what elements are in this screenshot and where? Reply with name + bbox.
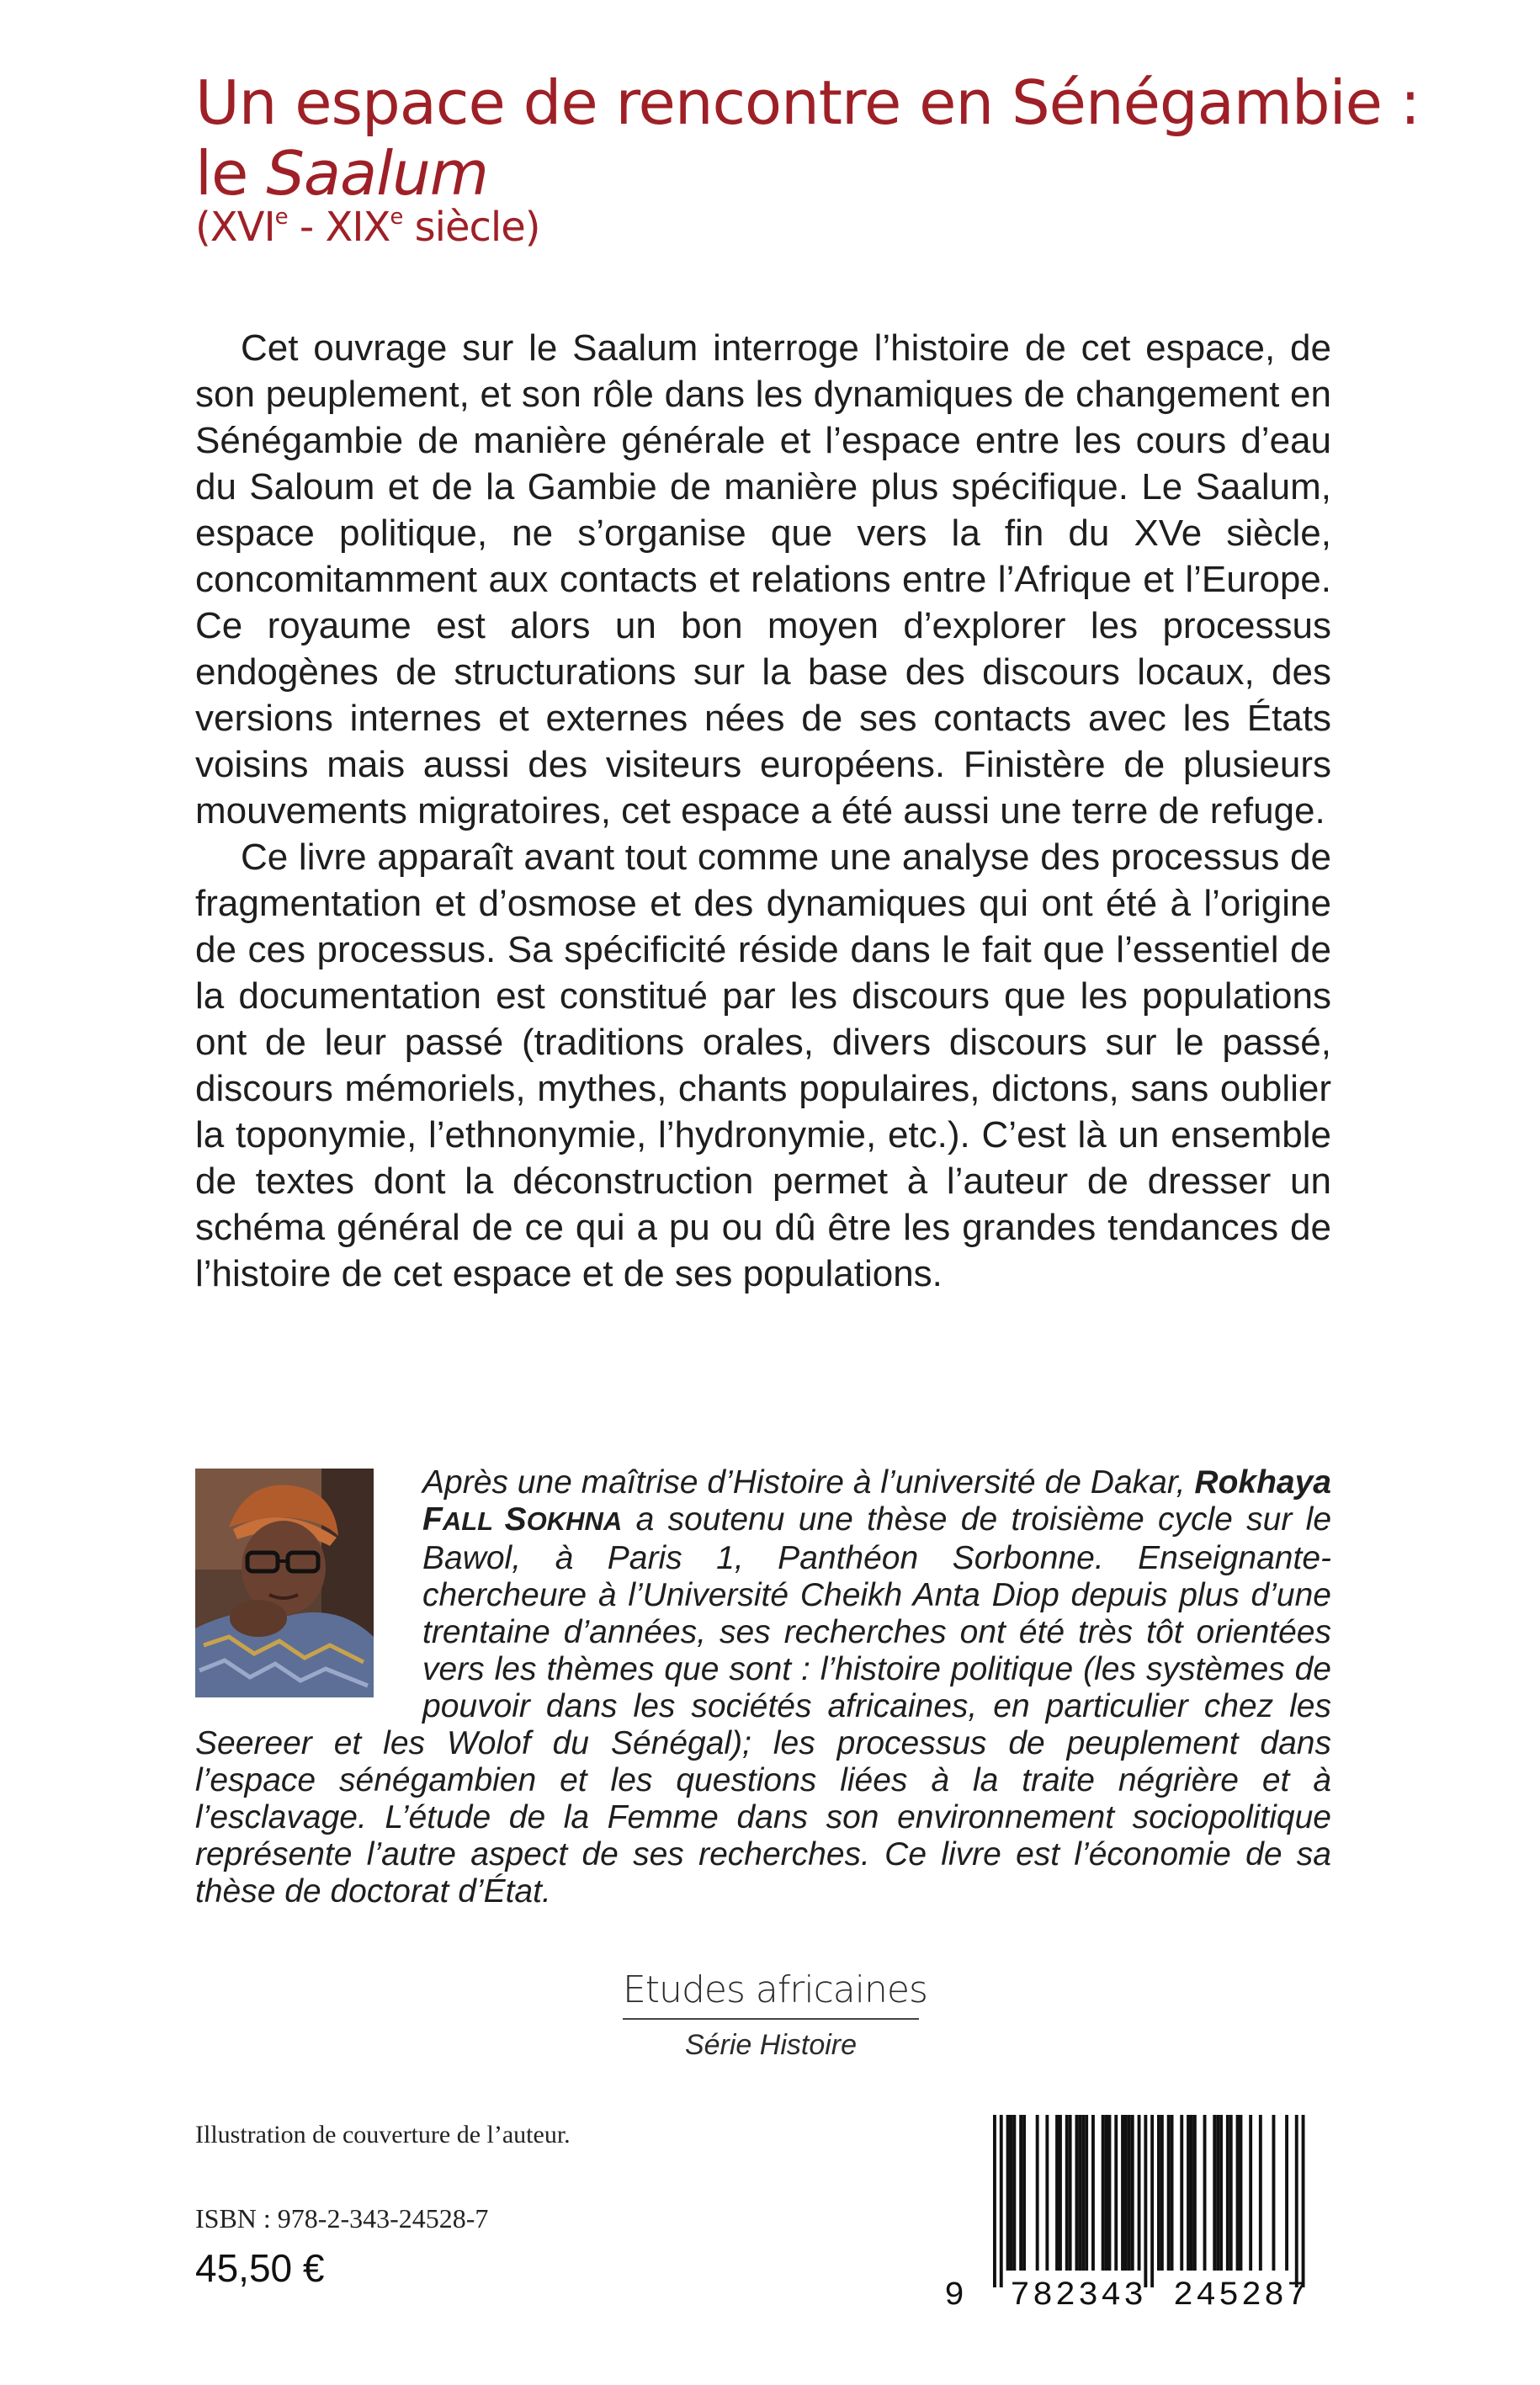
- barcode-left-group: 782343: [1010, 2277, 1147, 2315]
- barcode-bar: [1259, 2115, 1262, 2271]
- barcode-bar: [1157, 2115, 1160, 2271]
- barcode-bar: [1022, 2115, 1026, 2271]
- series-divider: [623, 2018, 919, 2020]
- series-logo: [623, 1968, 927, 2062]
- barcode-bar: [1078, 2115, 1081, 2271]
- book-title: [195, 67, 1421, 209]
- barcode-bar: [1055, 2115, 1059, 2271]
- barcode-bar: [1124, 2115, 1128, 2271]
- barcode-bar: [1226, 2115, 1229, 2271]
- title-line-1: Un espace de rencontre en Sénégambie :: [195, 67, 1421, 138]
- barcode-bar: [1085, 2115, 1088, 2271]
- barcode-bar: [1150, 2115, 1154, 2287]
- author-name-f-cap: F: [422, 1501, 443, 1538]
- barcode-bar: [1010, 2115, 1013, 2271]
- barcode-bar: [1249, 2115, 1252, 2271]
- barcode-bar: [1081, 2115, 1085, 2271]
- barcode-bar: [1193, 2115, 1197, 2271]
- barcode-bar: [1229, 2115, 1233, 2271]
- barcode-bar: [1012, 2115, 1016, 2271]
- barcode-bar: [1285, 2115, 1288, 2271]
- barcode-bar: [1000, 2115, 1003, 2287]
- barcode-bar: [1240, 2115, 1243, 2271]
- series-name: Etudes africaines: [623, 1968, 927, 2011]
- barcode-bar: [1065, 2115, 1069, 2271]
- title-line-2: [195, 138, 1373, 209]
- barcode-bar: [1219, 2115, 1223, 2271]
- barcode-bar: [1216, 2115, 1219, 2271]
- barcode-bar: [1006, 2115, 1010, 2271]
- barcode-bar: [1203, 2115, 1207, 2271]
- book-subtitle: [195, 202, 540, 252]
- series-subseries: Série Histoire: [684, 2029, 858, 2061]
- barcode-bar: [1069, 2115, 1072, 2271]
- barcode-bar: [1295, 2115, 1298, 2287]
- illustration-credit: Illustration de couverture de l’auteur.: [195, 2121, 571, 2149]
- barcode-bar: [1091, 2115, 1095, 2271]
- barcode-bar: [1236, 2115, 1240, 2271]
- subtitle-mid: - XIX: [287, 204, 390, 251]
- barcode-bar: [1059, 2115, 1062, 2271]
- author-first-name: Rokhaya: [1194, 1464, 1331, 1501]
- book-abstract: [195, 325, 1331, 1297]
- barcode-bar: [1138, 2115, 1141, 2271]
- barcode-bar: [1213, 2115, 1216, 2271]
- barcode-bar: [1105, 2115, 1108, 2271]
- author-name-f-rest: ALL: [442, 1506, 505, 1536]
- subtitle-open: (XVI: [195, 204, 275, 251]
- barcode-bar: [1102, 2115, 1105, 2271]
- subtitle-close: siècle): [402, 204, 540, 251]
- barcode-bar: [1131, 2115, 1134, 2271]
- barcode-bar: [993, 2115, 996, 2287]
- barcode-digits: [944, 2271, 1331, 2321]
- title-line-2-prefix: le: [195, 138, 267, 209]
- barcode-bar: [1144, 2115, 1147, 2287]
- barcode-bar: [1114, 2115, 1118, 2271]
- author-biography: [195, 1464, 1331, 1910]
- barcode-bar: [1272, 2115, 1276, 2271]
- price-text: 45,50 €: [195, 2246, 325, 2290]
- barcode-bar: [1180, 2115, 1183, 2271]
- title-italic-word: Saalum: [266, 138, 488, 209]
- bio-rest: a soutenu une thèse de troisième cycle sur le Bawol, à Paris 1, Panthéon Sorbonne. Enseignante-chercheure à l’Université Cheikh Anta Diop depuis plus d’une trentaine d’années, ses recherches ont été très tôt orientées vers les thèmes que sont : l’histoire politique (les systèmes de pouvoir dans les sociétés africaines, en particulier chez les Seereer et les Wolof du Sénégal); les processus de peuplement dans l’espace sénégambien et les questions liées à la traite négrière et à l’esclavage. L’étude de la Femme dans son environnement sociopolitique représente l’autre aspect de ses recherches. Ce livre est l’économie de sa thèse de doctorat d’État.: [195, 1501, 1332, 1910]
- barcode-bar: [1036, 2115, 1039, 2271]
- barcode-right-group: 245287: [1173, 2277, 1310, 2315]
- barcode-bar: [1128, 2115, 1131, 2271]
- subtitle-sup-2: e: [390, 205, 403, 230]
- author-name-s-rest: OKHNA: [526, 1506, 623, 1536]
- barcode-bar: [1167, 2115, 1171, 2271]
- barcode-bar: [1302, 2115, 1305, 2287]
- portrait-spacer: [195, 1464, 422, 1724]
- abstract-paragraph-2: Ce livre apparaît avant tout comme une analyse des processus de fragmentation et d’osmose et des dynamiques qui ont été à l’origine de ces processus. Sa spécificité réside dans le fait que l’essentiel de la documentation est constitué par les discours que les populations ont de leur passé (traditions orales, divers discours sur le passé, discours mémoriels, mythes, chants populaires, dictons, sans oublier la toponymie, l’ethnonymie, l’hydronymie, etc.). C’est là un ensemble de textes dont la déconstruction permet à l’auteur de dresser un schéma général de ce qui a pu ou dû être les grandes tendances de l’histoire de cet espace et de ses populations.: [195, 837, 1331, 1294]
- isbn-text: ISBN : 978-2-343-24528-7: [195, 2203, 489, 2234]
- barcode-first-digit: 9: [944, 2277, 968, 2315]
- barcode-bar: [1171, 2115, 1174, 2271]
- barcode-bar: [1160, 2115, 1164, 2271]
- barcode-bar: [1045, 2115, 1049, 2271]
- barcode-bar: [1019, 2115, 1022, 2271]
- author-name-s-cap: S: [504, 1501, 527, 1538]
- barcode-bar: [1190, 2115, 1193, 2271]
- barcode-bar: [1108, 2115, 1112, 2271]
- abstract-paragraph-1: Cet ouvrage sur le Saalum interroge l’histoire de cet espace, de son peuplement, et son rôle dans les dynamiques de changement en Sénégambie de manière générale et l’espace entre les cours d’eau du Saloum et de la Gambie de manière plus spécifique. Le Saalum, espace politique, ne s’organise que vers la fin du XVe siècle, concomitamment aux contacts et relations entre l’Afrique et l’Europe. Ce royaume est alors un bon moyen d’explorer les processus endogènes de structurations sur la base des discours locaux, des versions internes et externes nées de ses contacts avec les États voisins mais aussi des visiteurs européens. Finistère de plusieurs mouvements migratoires, cet espace a été aussi une terre de refuge.: [195, 327, 1331, 831]
- subtitle-sup-1: e: [274, 205, 288, 230]
- barcode-bar: [1121, 2115, 1124, 2271]
- barcode-bar: [1187, 2115, 1190, 2271]
- bio-intro: Après une maîtrise d’Histoire à l’université de Dakar,: [422, 1464, 1195, 1501]
- barcode-bar: [1075, 2115, 1079, 2271]
